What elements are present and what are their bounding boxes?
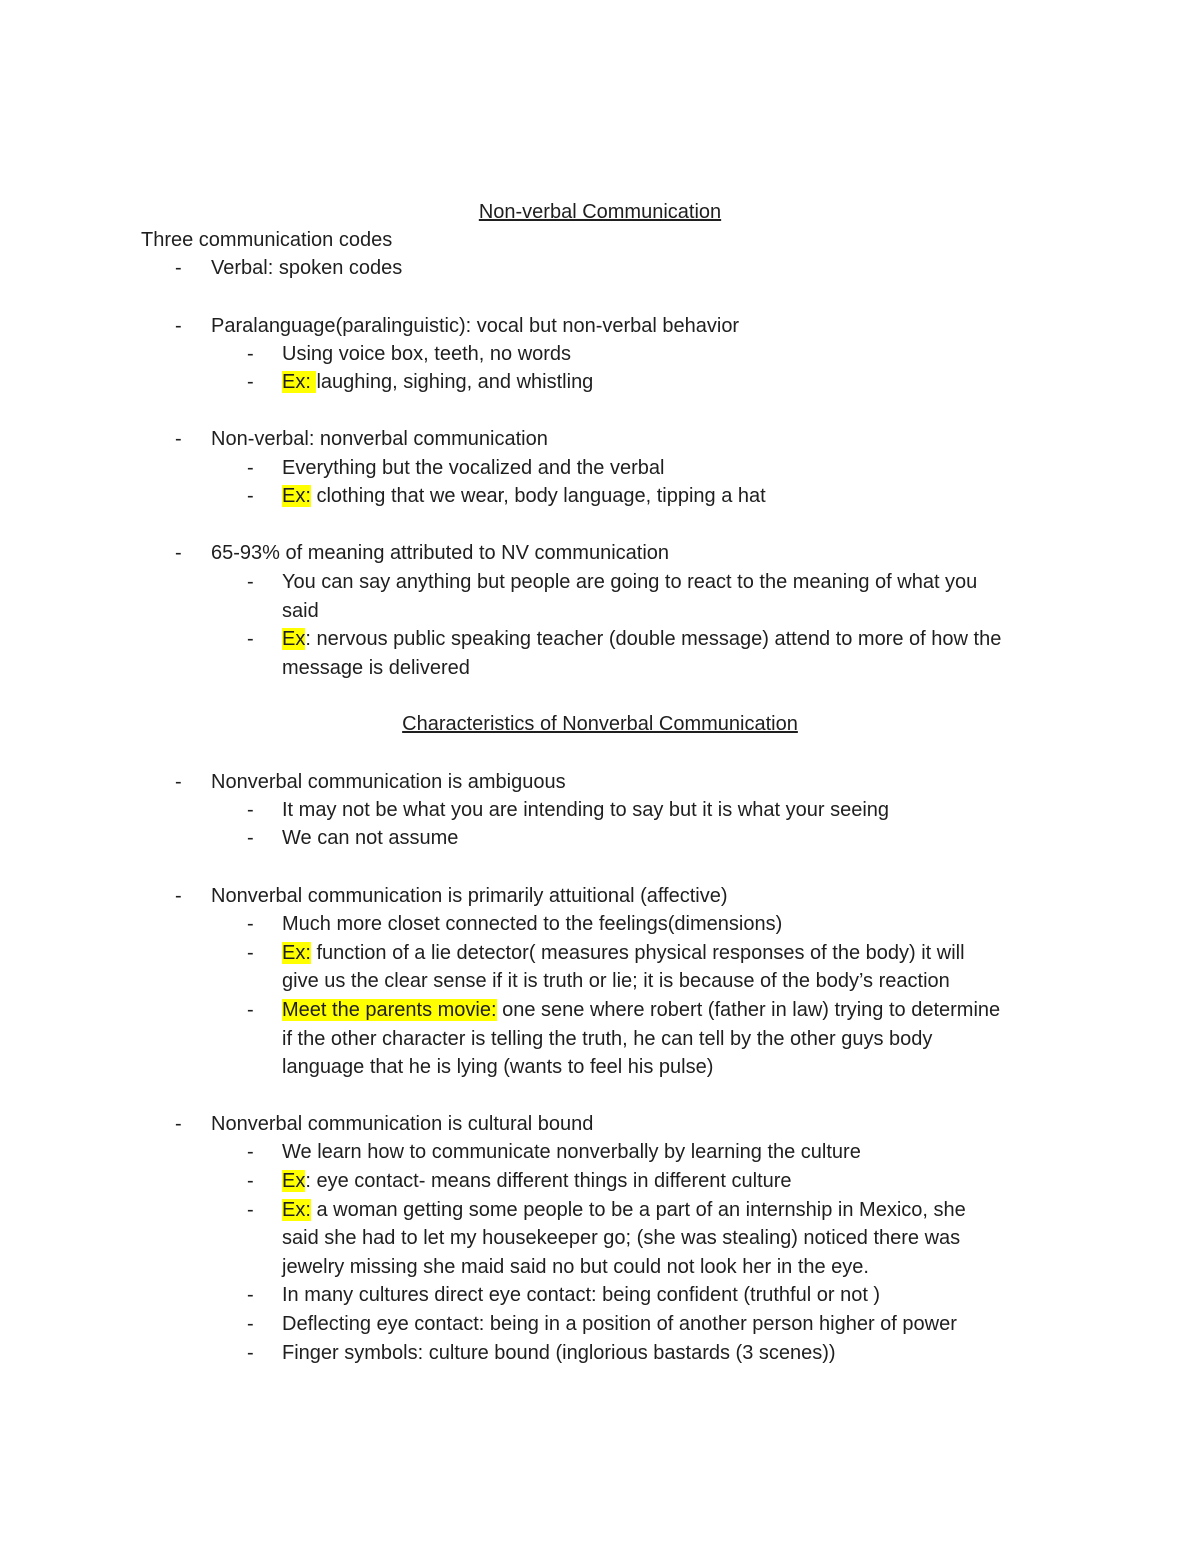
highlight: Ex: (282, 1199, 311, 1221)
heading-characteristics: Characteristics of Nonverbal Communication (402, 713, 798, 735)
sub-bullet-cont: said she had to let my housekeeper go; (she was stealing) noticed there was (282, 1227, 961, 1249)
sub-bullet-example (282, 939, 965, 967)
bullet-dash: - (175, 771, 182, 793)
bullet-dash: - (247, 999, 254, 1021)
bullet-dash: - (247, 1170, 254, 1192)
sub-bullet: Much more closet connected to the feelings(dimensions) (282, 913, 783, 935)
sub-bullet: We can not assume (282, 827, 459, 849)
sub-bullet-cont: said (282, 600, 319, 622)
intro-line: Three communication codes (141, 229, 393, 251)
text: one sene where robert (father in law) trying to determine (496, 999, 1001, 1021)
bullet-dash: - (247, 827, 254, 849)
sub-bullet-cont: jewelry missing she maid said no but could not look her in the eye. (282, 1256, 869, 1278)
bullet-paralanguage: Paralanguage(paralinguistic): vocal but non-verbal behavior (211, 315, 740, 337)
bullet-cultural: Nonverbal communication is cultural bound (211, 1113, 594, 1135)
bullet-dash: - (247, 371, 254, 393)
sub-bullet-cont: language that he is lying (wants to feel his pulse) (282, 1056, 714, 1078)
bullet-ambiguous: Nonverbal communication is ambiguous (211, 771, 566, 793)
sub-bullet: It may not be what you are intending to say but it is what your seeing (282, 799, 890, 821)
text: a woman getting some people to be a part of an internship in Mexico, she (310, 1199, 966, 1221)
bullet-dash: - (247, 1199, 254, 1221)
heading-nonverbal-communication: Non-verbal Communication (478, 201, 722, 223)
bullet-dash: - (175, 428, 182, 450)
highlight: Ex (282, 628, 306, 650)
sub-bullet: You can say anything but people are going to react to the meaning of what you (282, 571, 978, 593)
bullet-dash: - (247, 1342, 254, 1364)
sub-bullet-example (282, 1196, 966, 1224)
sub-bullet: We learn how to communicate nonverbally by learning the culture (282, 1141, 861, 1163)
text: : nervous public speaking teacher (double message) attend to more of how the (305, 628, 1002, 650)
sub-bullet-example (282, 482, 766, 510)
bullet-dash: - (247, 571, 254, 593)
bullet-dash: - (247, 343, 254, 365)
sub-bullet: Everything but the vocalized and the verbal (282, 457, 665, 479)
highlight: Ex: (282, 485, 311, 507)
bullet-meaning: 65-93% of meaning attributed to NV communication (211, 542, 670, 564)
sub-bullet-example (282, 625, 1001, 653)
bullet-dash: - (175, 1113, 182, 1135)
bullet-dash: - (247, 942, 254, 964)
sub-bullet: Deflecting eye contact: being in a position of another person higher of power (282, 1313, 957, 1335)
sub-bullet: Using voice box, teeth, no words (282, 343, 572, 365)
bullet-dash: - (247, 1141, 254, 1163)
highlight: Meet the parents movie: (282, 999, 497, 1021)
bullet-verbal: Verbal: spoken codes (211, 257, 403, 279)
highlight: Ex: (282, 371, 317, 393)
bullet-dash: - (247, 628, 254, 650)
bullet-dash: - (175, 315, 182, 337)
sub-bullet-cont: give us the clear sense if it is truth or lie; it is because of the body’s reaction (282, 970, 950, 992)
sub-bullet: Finger symbols: culture bound (inglorious bastards (3 scenes)) (282, 1342, 836, 1364)
sub-bullet-cont: if the other character is telling the truth, he can tell by the other guys body (282, 1028, 933, 1050)
bullet-dash: - (175, 257, 182, 279)
bullet-nonverbal: Non-verbal: nonverbal communication (211, 428, 548, 450)
bullet-dash: - (247, 485, 254, 507)
bullet-dash: - (247, 1284, 254, 1306)
sub-bullet-example (282, 368, 593, 396)
text: clothing that we wear, body language, tipping a hat (310, 485, 766, 507)
bullet-dash: - (175, 542, 182, 564)
bullet-dash: - (247, 799, 254, 821)
text: : eye contact- means different things in different culture (305, 1170, 792, 1192)
sub-bullet-cont: message is delivered (282, 657, 470, 679)
sub-bullet: In many cultures direct eye contact: being confident (truthful or not ) (282, 1284, 881, 1306)
highlight: Ex: (282, 942, 311, 964)
sub-bullet-example (282, 996, 1000, 1024)
bullet-dash: - (175, 885, 182, 907)
highlight: Ex (282, 1170, 306, 1192)
bullet-attuitional: Nonverbal communication is primarily attuitional (affective) (211, 885, 728, 907)
bullet-dash: - (247, 457, 254, 479)
bullet-dash: - (247, 913, 254, 935)
text: function of a lie detector( measures physical responses of the body) it will (310, 942, 965, 964)
text: laughing, sighing, and whistling (316, 371, 594, 393)
sub-bullet-example (282, 1167, 792, 1195)
bullet-dash: - (247, 1313, 254, 1335)
